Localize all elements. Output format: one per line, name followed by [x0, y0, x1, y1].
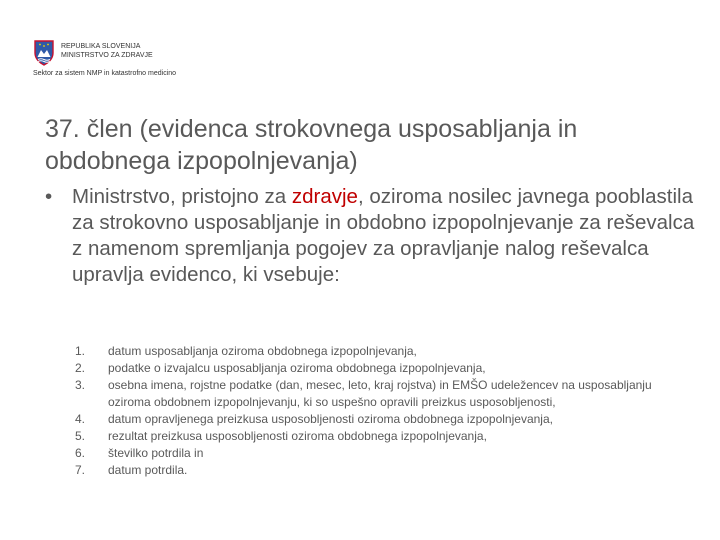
evidence-list: [75, 343, 675, 479]
bullet-marker: •: [45, 185, 53, 208]
list-item-text: datum potrdila.: [108, 463, 188, 477]
list-item: [75, 360, 675, 377]
list-item: [75, 462, 675, 479]
ministry-line-1: REPUBLIKA SLOVENIJA: [61, 43, 141, 50]
ministry-name: [61, 42, 153, 60]
slide-title: 37. člen (evidenca strokovnega usposabljanja in obdobnega izpopolnjevanja): [45, 115, 578, 175]
list-item-number: 4.: [75, 412, 86, 426]
ministry-line-2: MINISTRSTVO ZA ZDRAVJE: [61, 52, 153, 59]
list-item: [75, 411, 675, 428]
list-item-number: 6.: [75, 446, 86, 460]
bullet-text: [45, 184, 705, 288]
list-item-number: 2.: [75, 361, 86, 375]
list-item: [75, 343, 675, 360]
list-item-number: 3.: [75, 378, 86, 392]
bullet-highlight: zdravje: [291, 185, 358, 208]
list-item-number: 1.: [75, 344, 86, 358]
list-item: [75, 428, 675, 445]
list-item-number: 7.: [75, 463, 86, 477]
bullet-text-before: Ministrstvo, pristojno za: [72, 185, 292, 208]
bullet-text-after: , oziroma nosilec javnega pooblastila za strokovno usposabljanje in obdobno izpopolnjevanje za reševalca z namenom spremljanja pogojev za opravljanje nalog reševalca upravlja evidenco, ki vsebuje:: [72, 185, 695, 286]
list-item-number: 5.: [75, 429, 86, 443]
list-item-text: podatke o izvajalcu usposabljanja oziroma obdobnega izpopolnjevanja,: [108, 361, 486, 375]
list-item: [75, 377, 675, 411]
list-item-text: rezultat preizkusa usposobljenosti oziroma obdobnega izpopolnjevanja,: [108, 429, 487, 443]
bullet-paragraph: [45, 184, 705, 288]
list-item-text: datum opravljenega preizkusa usposobljenosti oziroma obdobnega izpopolnjevanja,: [108, 412, 553, 426]
list-item-text: osebna imena, rojstne podatke (dan, mesec, leto, kraj rojstva) in EMŠO udeležencev na usposabljanju oziroma obdobnem izpopolnjevanju, ki so uspešno opravili preizkus usposobljenosti,: [108, 378, 652, 409]
list-item-text: številko potrdila in: [108, 446, 204, 460]
sector-name: Sektor za sistem NMP in katastrofno medicino: [33, 70, 177, 77]
slovenia-coat-of-arms-icon: [33, 40, 55, 66]
list-item: [75, 445, 675, 462]
list-item-text: datum usposabljanja oziroma obdobnega izpopolnjevanja,: [108, 344, 417, 358]
